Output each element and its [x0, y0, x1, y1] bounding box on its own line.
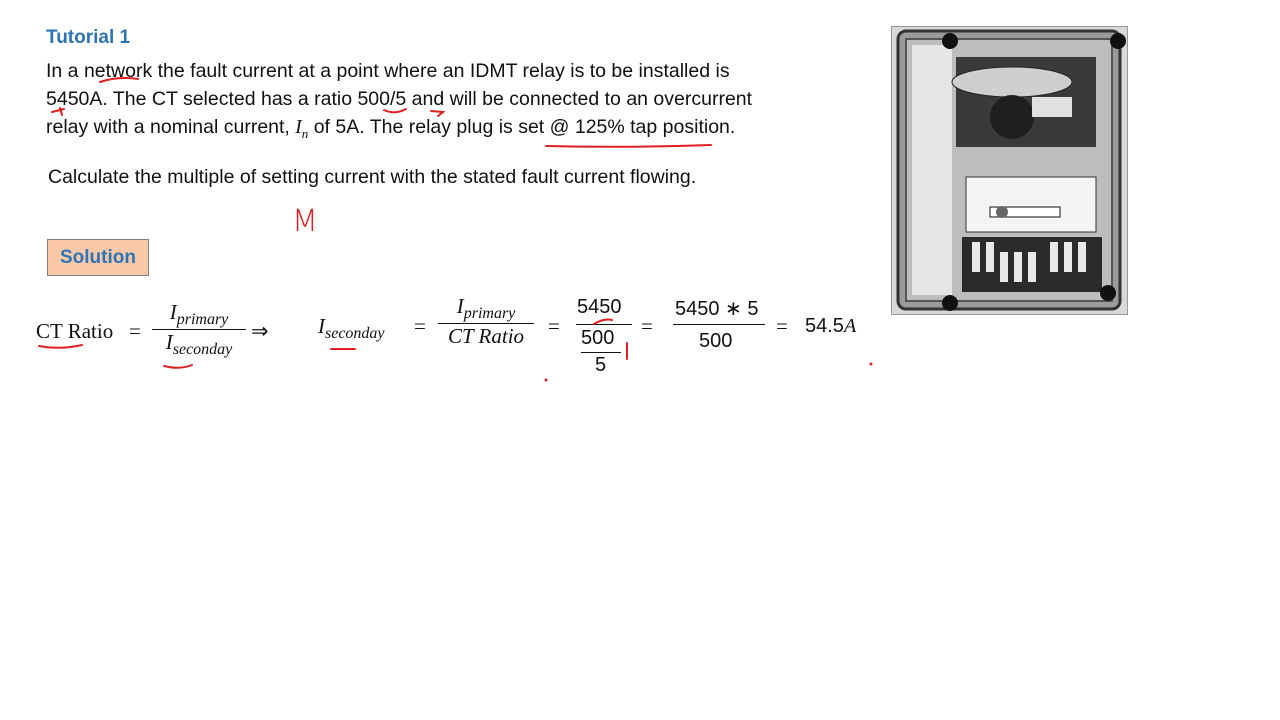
idmt-relay-photo [891, 26, 1128, 315]
value-500: 500 [581, 327, 615, 349]
fraction-bar-5 [673, 324, 765, 325]
secondary-current-symbol: $I_{seconday}$ [318, 314, 385, 342]
fraction-denominator-2: CT Ratio [447, 324, 525, 348]
problem-line-2: 5450A. The CT selected has a ratio 500/5 and will be connected to an overcurrent [46, 88, 753, 110]
value-5450-times-5: 5450 ∗ 5 [675, 298, 759, 320]
fraction-bar-4 [581, 352, 621, 353]
tutorial-title: Tutorial 1 [46, 27, 131, 48]
fraction-primary-over-ct-ratio [438, 294, 534, 349]
equation-2-equals-4: = [776, 314, 788, 338]
nominal-current-symbol: $I_n$ [295, 117, 309, 141]
equation-2-equals-2: = [548, 314, 560, 338]
value-5: 5 [595, 354, 607, 376]
fraction-numerator: $I_{primary}$ [169, 300, 229, 328]
equation-1-equals: = [129, 319, 141, 343]
ct-ratio-label: CT Ratio [36, 319, 114, 343]
problem-line-3 [46, 113, 735, 148]
problem-line-3-before: relay with a nominal current, [46, 116, 290, 138]
fraction-denominator: $I_{seconday}$ [165, 330, 233, 358]
equation-2-equals-3: = [641, 314, 653, 338]
problem-line-1: In a network the fault current at a point where an IDMT relay is to be installed is [46, 60, 730, 82]
value-5450: 5450 [577, 296, 622, 318]
task-statement: Calculate the multiple of setting current with the stated fault current flowing. [48, 166, 697, 188]
fraction-numerator-2: $I_{primary}$ [456, 294, 516, 322]
result-value: 54.5A [805, 315, 857, 337]
fraction-primary-over-secondary [152, 300, 246, 359]
value-500-denominator: 500 [699, 330, 733, 352]
handwritten-m: M [292, 204, 318, 239]
fraction-bar-3 [576, 324, 632, 325]
equation-2-equals-1: = [414, 314, 426, 338]
implies-arrow: ⇒ [251, 319, 269, 343]
problem-line-3-after: of 5A. The relay plug is set @ 125% tap position. [313, 116, 736, 138]
solution-label: Solution [47, 239, 149, 276]
